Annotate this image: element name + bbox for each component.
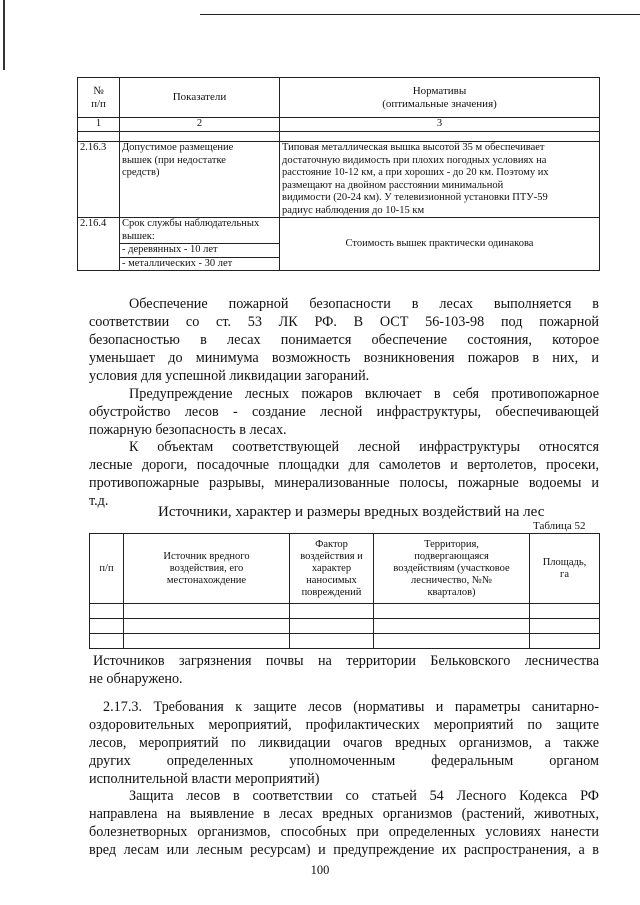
header-line: лесничество, №№ — [411, 574, 492, 586]
norm-line: размещают на двойном расстоянии минимальной — [282, 179, 504, 191]
header-line: Фактор — [315, 538, 348, 550]
text-line: соответствии со ст. 53 ЛК РФ. В ОСТ 56-103-98 под пожарной — [89, 314, 599, 330]
text-line: болезнетворных организмов, способных при определенных условиях нанести — [89, 824, 599, 840]
header-territory — [374, 534, 530, 604]
header-num — [78, 78, 120, 118]
header-line: подвергающаяся — [414, 550, 489, 562]
binding-mark — [3, 0, 5, 70]
header-num: п/п — [90, 534, 124, 604]
header-line: воздействия, его — [169, 562, 244, 574]
indicator-line: вышек (при недостатке — [122, 154, 226, 166]
text-line: пожарную безопасность в лесах. — [89, 422, 287, 438]
text-line: других определенных уполномоченным федеральным органом — [89, 753, 599, 769]
paragraph-fire-safety — [89, 295, 599, 385]
header-factor — [290, 534, 374, 604]
paragraph-fire-prevention — [89, 385, 599, 439]
table-row — [78, 218, 600, 244]
text-line: К объектам соответствующей лесной инфраструктуры относятся — [129, 439, 599, 455]
text-line: обустройство лесов - создание лесной инфраструктуры, обеспечивающей — [89, 404, 599, 420]
norm-line: достаточную видимость при плохих погодных условиях на — [282, 154, 547, 166]
text-line: противопожарные разрывы, минерализованные полосы, пожарные водоемы и — [89, 475, 599, 491]
table-row — [90, 634, 600, 649]
norm-line: радиус наблюдения до 10-15 км — [282, 204, 425, 216]
norms-table — [77, 77, 600, 271]
column-number-row — [78, 118, 600, 132]
top-rule — [200, 14, 640, 15]
header-area — [530, 534, 600, 604]
header-norms-line: Нормативы — [412, 85, 467, 97]
table-row — [78, 142, 600, 218]
table-header-row — [90, 534, 600, 604]
text-line: 2.17.3. Требования к защите лесов (нормативы и параметры санитарно- — [103, 699, 599, 715]
col-number-2: 2 — [120, 118, 280, 132]
row-norm: Стоимость вышек практически одинакова — [280, 218, 600, 271]
col-number-1: 1 — [78, 118, 120, 132]
header-line: воздействия и — [300, 550, 363, 562]
header-line: местонахождение — [166, 574, 247, 586]
text-line: Предупреждение лесных пожаров включает в себя противопожарное — [129, 386, 599, 402]
text-line: безопасностью в лесах понимается обеспечение состояния, которое — [89, 332, 599, 348]
header-num-line: п/п — [91, 97, 106, 110]
header-line: га — [560, 568, 569, 580]
header-norms — [280, 78, 600, 118]
header-line: наносимых — [306, 574, 357, 586]
text-line: Обеспечение пожарной безопасности в лесах выполняется в — [129, 296, 599, 312]
indicator-line: Срок службы наблюдательных — [122, 218, 260, 229]
page-number: 100 — [310, 863, 330, 877]
norm-line: Типовая металлическая вышка высотой 35 м обеспечивает — [282, 142, 545, 153]
table-header-row — [78, 78, 600, 118]
header-line: Площадь, — [542, 556, 587, 568]
table-label: Таблица 52 — [533, 520, 586, 532]
paragraph-soil-pollution — [89, 652, 599, 688]
subrow-wooden: - деревянных - 10 лет — [120, 244, 280, 258]
text-line: направлена на выявление в лесах вредных организмов (растений, животных, — [89, 806, 599, 822]
col-number-3: 3 — [280, 118, 600, 132]
header-indicators: Показатели — [120, 78, 280, 118]
paragraph-forest-protection-heading — [89, 698, 599, 788]
row-indicator — [120, 218, 280, 244]
header-line: характер — [311, 562, 352, 574]
header-source — [124, 534, 290, 604]
indicator-line: средств) — [122, 167, 160, 178]
text-line: оздоровительных мероприятий, профилактических мероприятий по защите — [89, 717, 599, 733]
harmful-impacts-table — [89, 533, 600, 649]
header-line: кварталов) — [427, 586, 476, 598]
text-line: т.д. — [89, 493, 109, 509]
paragraph-infrastructure — [89, 438, 599, 510]
text-line: лесов, мероприятий по ликвидации очагов вредных организмов, а также — [89, 735, 599, 751]
text-line: Источников загрязнения почвы на территории Бельковского лесничества — [93, 653, 599, 669]
row-norm — [280, 142, 600, 218]
row-indicator — [120, 142, 280, 218]
norm-line: расстояние 10-12 км, а при хороших - до 20 км. Поэтому их — [282, 167, 549, 178]
header-line: Источник вредного — [163, 550, 250, 562]
header-line: Территория, — [424, 538, 479, 550]
header-line: воздействиям (участковое — [393, 562, 510, 574]
header-num-line: № — [93, 85, 104, 97]
subrow-metal: - металлических - 30 лет — [120, 257, 280, 271]
text-line: условия для успешной ликвидации загораний. — [89, 368, 370, 384]
indicator-line: Допустимое размещение — [122, 142, 234, 153]
text-line: вред лесам или лесным ресурсам) и предупреждение их распространения, а в — [89, 842, 599, 858]
text-line: Защита лесов в соответствии со статьей 54 Лесного Кодекса РФ — [129, 788, 599, 804]
indicator-line: вышек: — [122, 230, 155, 242]
header-line: повреждений — [301, 586, 362, 598]
table-row — [90, 604, 600, 619]
table-caption: Источники, характер и размеры вредных воздействий на лес — [158, 504, 545, 520]
spacer-row — [78, 132, 600, 142]
text-line: уменьшает до минимума возможность возникновения пожаров в них, и — [89, 350, 599, 366]
text-line: исполнительной власти мероприятий) — [89, 771, 320, 787]
text-line: лесные дороги, посадочные площадки для самолетов и вертолетов, просеки, — [89, 457, 599, 473]
header-norms-line: (оптимальные значения) — [382, 97, 497, 110]
norm-line: видимости (20-24 км). У телевизионной установки ПТУ-59 — [282, 192, 548, 203]
paragraph-forest-protection — [89, 787, 599, 859]
table-row — [90, 619, 600, 634]
text-line: не обнаружено. — [89, 671, 183, 687]
row-num: 2.16.4 — [78, 218, 120, 271]
row-num: 2.16.3 — [78, 142, 120, 218]
